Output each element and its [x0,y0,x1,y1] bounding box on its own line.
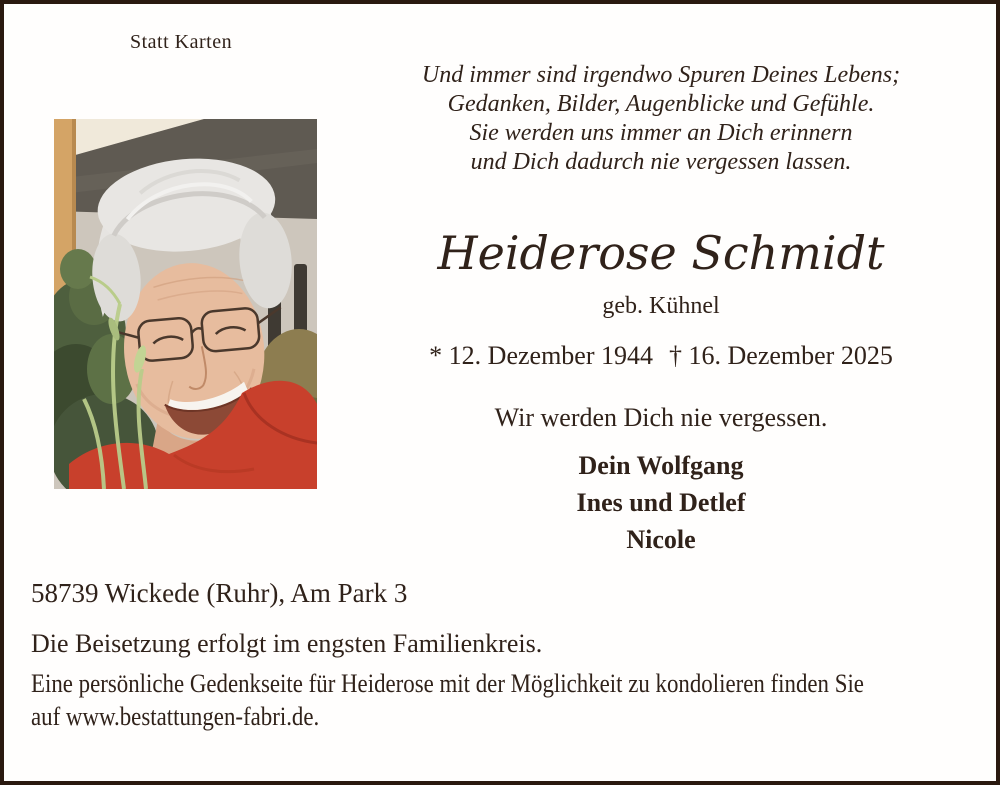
poem-line: Und immer sind irgendwo Spuren Deines Lebens; [421,62,901,88]
maiden-name: geb. Kühnel [602,293,720,319]
mourners-list [401,447,921,558]
life-dates [401,341,921,371]
poem-line: und Dich dadurch nie vergessen lassen. [470,149,852,175]
poem-line: Gedanken, Bilder, Augenblicke und Gefühle. [447,91,875,117]
farewell-line: Wir werden Dich nie vergessen. [494,403,828,432]
condolence-note [31,667,864,733]
portrait-photo-illustration [54,119,317,489]
condolence-line: auf www.bestattungen-fabri.de. [31,702,320,731]
burial-note: Die Beisetzung erfolgt im engsten Familienkreis. [31,629,543,658]
mourner-line: Dein Wolfgang [578,451,744,480]
address-line: 58739 Wickede (Ruhr), Am Park 3 [31,578,408,608]
poem-line: Sie werden uns immer an Dich erinnern [469,120,853,146]
statt-karten-label: Statt Karten [130,31,233,53]
birth-date: * 12. Dezember 1944 [429,341,653,370]
deceased-name: Heiderose Schmidt [437,226,885,280]
condolence-line: Eine persönliche Gedenkseite für Heiderose mit der Möglichkeit zu kondolieren finden Sie [31,669,864,698]
portrait-photo [54,119,317,489]
mourner-line: Nicole [626,525,696,554]
death-date: † 16. Dezember 2025 [669,341,893,370]
mourner-line: Ines und Detlef [576,488,746,517]
memorial-poem [401,61,921,177]
